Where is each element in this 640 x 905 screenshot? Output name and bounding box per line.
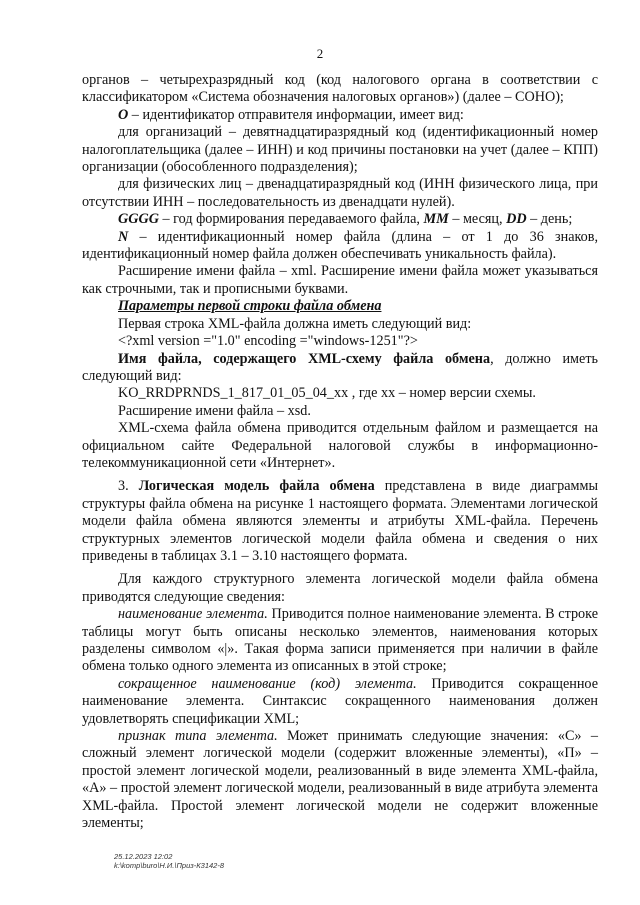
paragraph: [82, 385, 598, 402]
text-run: – год формирования передаваемого файла,: [158, 211, 424, 228]
paragraph: [82, 606, 598, 676]
text-run: <?xml version ="1.0" encoding ="windows-1251"?>: [118, 333, 418, 350]
document-body: [82, 72, 598, 832]
footer-stamp: [114, 852, 224, 870]
text-run: для организаций – девятнадцатиразрядный код (идентификационный номер налогоплательщика (далее – ИНН) и код причины постановки на учет (далее – КПП) организации (обособленного подразделения);: [82, 124, 598, 176]
paragraph: [82, 676, 598, 728]
text-run: , должно иметь следующий вид:: [82, 350, 599, 384]
text-run: Расширение имени файла – xml. Расширение имени файла может указываться как строчными, так и прописными буквами.: [82, 263, 598, 297]
emphasized-text: Параметры первой строки файла обмена: [118, 298, 382, 315]
paragraph: [82, 333, 598, 350]
paragraph: [82, 571, 598, 606]
paragraph: [82, 478, 598, 565]
paragraph: [82, 420, 598, 472]
emphasized-text: DD: [506, 211, 527, 228]
paragraph: [82, 351, 598, 386]
text-run: KO_RRDPRNDS_1_817_01_05_04_xx , где хх – номер версии схемы.: [118, 385, 536, 402]
emphasized-text: Логическая модель файла обмена: [138, 478, 375, 495]
text-run: – идентификатор отправителя информации, имеет вид:: [128, 106, 464, 123]
emphasized-text: MM: [423, 211, 449, 228]
emphasized-text: GGGG: [118, 211, 159, 228]
text-run: 3.: [118, 478, 139, 495]
paragraph: [82, 316, 598, 333]
text-run: Расширение имени файла – xsd.: [118, 402, 311, 419]
paragraph: [82, 211, 598, 228]
text-run: представлена в виде диаграммы структуры файла обмена на рисунке 1 настоящего формата. Элементами логической модели файла обмена являются элементы и атрибуты XML-файла. Перечень структурных элементов логической модели файла обмена и сведения о них приведены в таблицах 3.1 – 3.10 настоящего формата.: [82, 478, 599, 564]
text-run: для физических лиц – двенадцатиразрядный код (ИНН физического лица, при отсутствии ИНН – последовательность из двенадцати нулей).: [82, 176, 598, 210]
text-run: Приводится сокращенное наименование элемента. Синтаксис сокращенного наименования должен удовлетворять спецификации XML;: [82, 675, 598, 727]
text-run: Приводится полное наименование элемента. В строке таблицы могут быть описаны несколько элементов, наименования которых разделены символом «|». Такая форма записи применяется при наличии в файле обмена только одного элемента из описанных в этой строке;: [82, 606, 598, 675]
emphasized-text: сокращенное наименование (код) элемента.: [118, 675, 417, 692]
text-run: органов – четырехразрядный код (код налогового органа в соответствии с классификатором «Система обозначения налоговых органов») (далее – СОНО);: [82, 72, 598, 106]
text-run: – день;: [526, 211, 573, 228]
text-run: – идентификационный номер файла (длина – от 1 до 36 знаков, идентификационный номер файла должен обеспечивать уникальность файла).: [82, 228, 598, 263]
text-run: Для каждого структурного элемента логической модели файла обмена приводятся следующие сведения:: [82, 571, 598, 605]
emphasized-text: N: [118, 228, 129, 245]
text-run: – месяц,: [448, 211, 507, 228]
text-run: Может принимать следующие значения: «С» – сложный элемент логической модели (содержит вложенные элементы), «П» – простой элемент логической модели, реализованный в виде элемента XML-файла, «А» – простой элемент логической модели, реализованный в виде атрибута элемента XML-файла. Простой элемент логической модели не содержит вложенные элементы;: [82, 728, 598, 832]
emphasized-text: наименование элемента.: [118, 606, 268, 623]
emphasized-text: O: [118, 106, 129, 123]
page-number: 2: [316, 46, 324, 61]
text-run: Первая строка XML-файла должна иметь следующий вид:: [118, 315, 472, 332]
paragraph: [82, 176, 598, 211]
paragraph: [82, 298, 598, 315]
paragraph: [82, 403, 598, 420]
emphasized-text: Имя файла, содержащего XML-схему файла обмена: [118, 350, 491, 367]
emphasized-text: признак типа элемента.: [118, 728, 278, 745]
text-run: XML-схема файла обмена приводится отдельным файлом и размещается на официальном сайте Федеральной налоговой службы в информационно-телекоммуникационной сети «Интернет».: [82, 420, 598, 471]
paragraph: [82, 124, 598, 176]
paragraph: [82, 72, 598, 107]
footer-date: 25.12.2023 12:02: [114, 852, 173, 861]
paragraph: [82, 263, 598, 298]
footer-path: k:\komp\buro\Н.И.\Приз-К3142-8: [114, 861, 225, 870]
paragraph: [82, 229, 598, 264]
paragraph: [82, 728, 598, 832]
paragraph: [82, 107, 598, 124]
